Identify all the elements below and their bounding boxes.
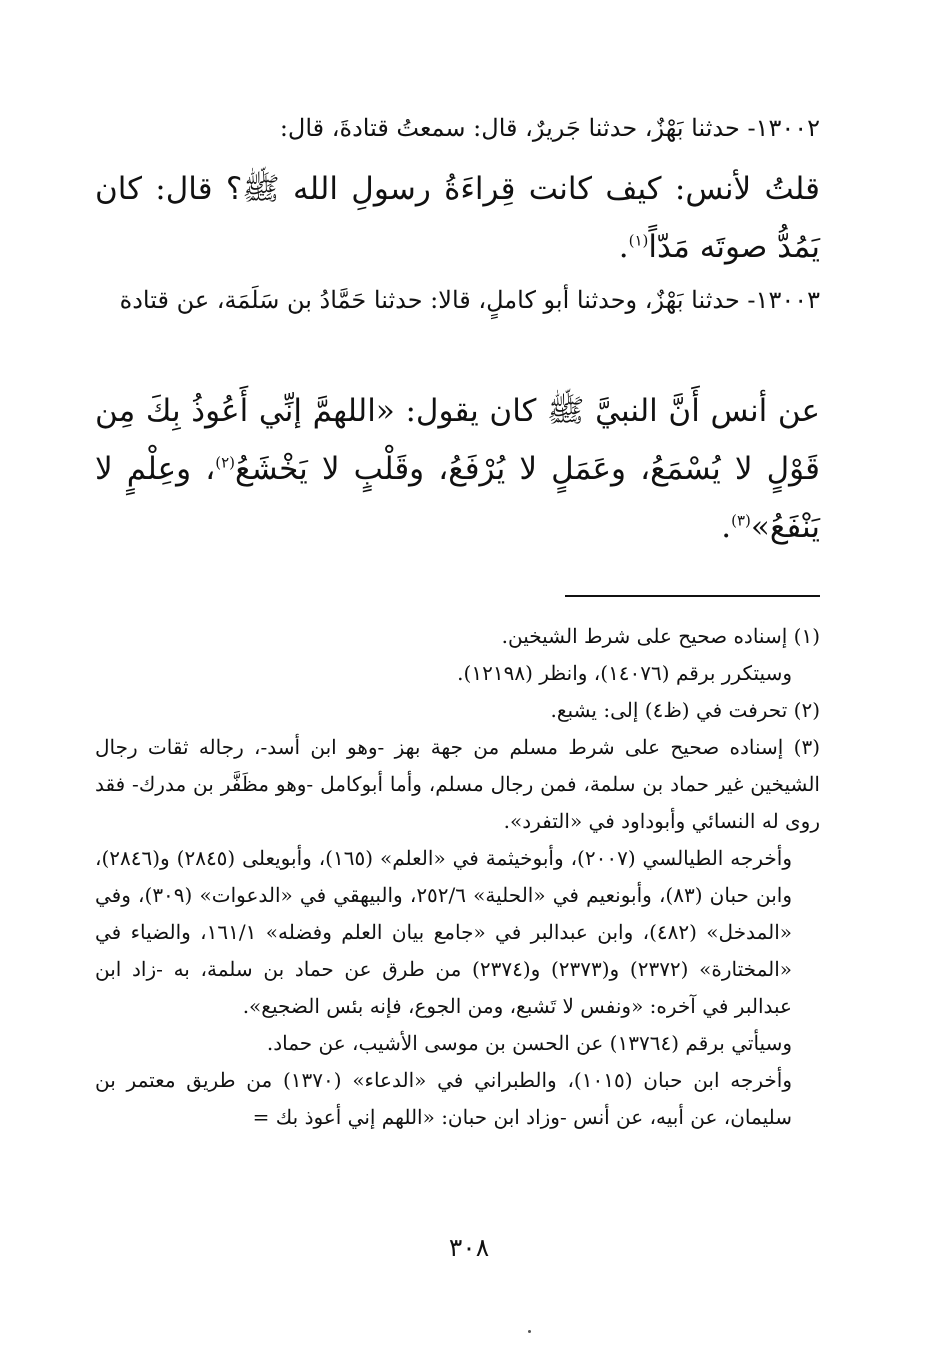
footnotes [95, 618, 820, 1136]
footnote-3: (٣) إسناده صحيح على شرط مسلم من جهة بهز -وهو ابن أسد-، رجاله ثقات رجال الشيخين غير حماد بن سلمة، فمن رجال مسلم، وأما أبوكامل -وهو مظَفَّر بن مدرك- فقد روى له النسائي وأبوداود في «التفرد». [95, 735, 820, 833]
scan-speck [528, 1330, 531, 1333]
hadith-13003-isnad: ١٣٠٠٣- حدثنا بَهْزٌ، وحدثنا أبو كاملٍ، قالا: حدثنا حَمَّادُ بن سَلَمَة، عن قتادة [119, 286, 820, 314]
footnote-ref-3[interactable]: (٣) [731, 511, 751, 530]
hadith-13002-matn-end: . [618, 229, 629, 265]
page-number: ٣٠٨ [448, 1233, 490, 1262]
hadith-13002-matn [95, 160, 820, 276]
footnote-ref-1[interactable]: (١) [628, 231, 649, 250]
footnote-1-continuation: وسيتكرر برقم (١٤٠٧٦)، وانظر (١٢١٩٨). [457, 661, 792, 685]
hadith-13003-matn [95, 382, 820, 556]
footnote-3-cross-ref: وسيأتي برقم (١٣٧٦٤) عن الحسن بن موسى الأشيب، عن حماد. [266, 1031, 792, 1055]
footnote-ref-2[interactable]: (٢) [215, 453, 235, 472]
hadith-13003-matn-end: . [721, 509, 732, 545]
footnote-3-takhrij-2: وأخرجه ابن حبان (١٠١٥)، والطبراني في «الدعاء» (١٣٧٠) من طريق معتمر بن سليمان، عن أبيه، عن أنس -وزاد ابن حبان: «اللهم إني أعوذ بك = [95, 1068, 792, 1129]
footnote-1: (١) إسناده صحيح على شرط الشيخين. [501, 624, 820, 648]
footnote-2: (٢) تحرفت في (ظ٤) إلى: يشبع. [550, 698, 820, 722]
hadith-13002-matn-text: قلتُ لأنس: كيف كانت قِراءَةُ رسولِ الله ﷺ؟ قال: كان يَمُدُّ صوتَه مَدّاً [95, 171, 820, 265]
hadith-13003-matn-text-a: عن أنس أَنَّ النبيَّ ﷺ كان يقول: «اللهمَّ إنِّي أَعُوذُ بِكَ مِن قَوْلٍ لا يُسْمَعُ، وعَمَلٍ لا يُرْفَعُ، وقَلْبٍ لا يَخْشَعُ [95, 393, 820, 487]
footnote-divider [565, 595, 820, 597]
hadith-13003-matn-text-b: ، وعِلْمٍ لا يَنْفَعُ» [95, 451, 820, 545]
footnote-3-takhrij: وأخرجه الطيالسي (٢٠٠٧)، وأبوخيثمة في «العلم» (١٦٥)، وأبويعلى (٢٨٤٥) و(٢٨٤٦)، وابن حبان (٨٣)، وأبونعيم في «الحلية» ٢٥٢/٦، والبيهقي في «الدعوات» (٣٠٩)، وفي «المدخل» (٤٨٢)، وابن عبدالبر في «جامع بيان العلم وفضله» ١٦١/١، والضياء في «المختارة» (٢٣٧٢) و(٢٣٧٣) و(٢٣٧٤) من طرق عن حماد بن سلمة، به -زاد ابن عبدالبر في آخره: «ونفس لا تَشبع، ومن الجوع، فإنه بئس الضجيع». [95, 846, 793, 1018]
hadith-13002-isnad: ١٣٠٠٢- حدثنا بَهْزٌ، حدثنا جَريرٌ، قال: سمعتُ قتادةَ، قال: [279, 114, 820, 142]
